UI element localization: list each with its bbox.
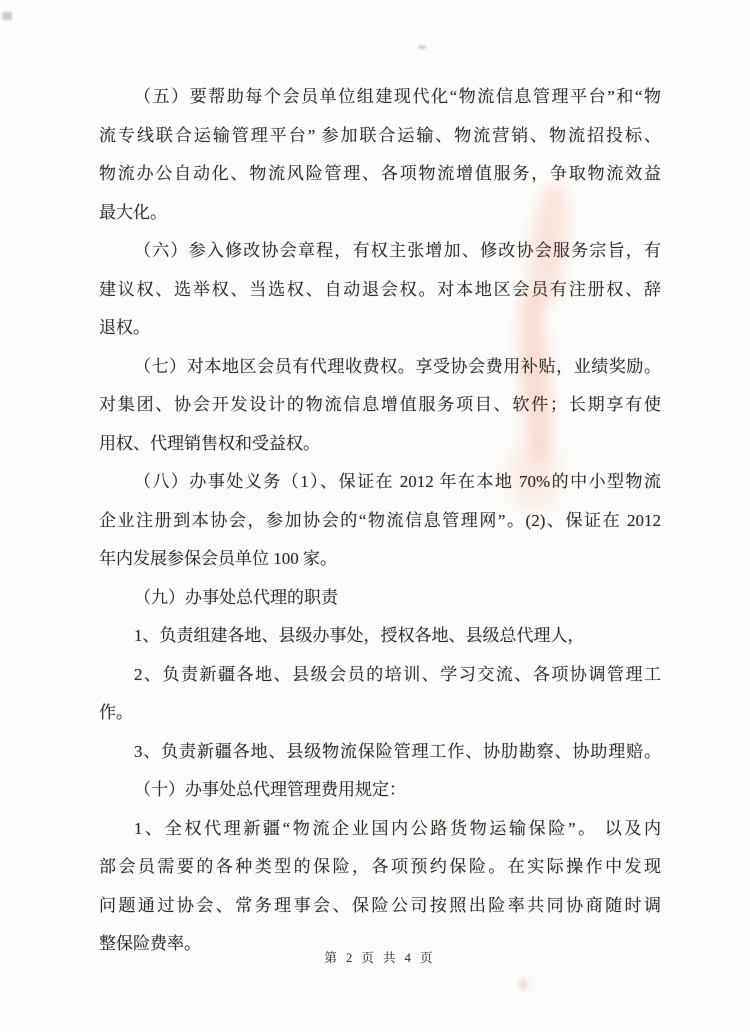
text-line: （七）对本地区会员有代理收费权。享受协会费用补贴，业绩奖励。	[134, 356, 661, 376]
text-line: 3、负责新疆各地、县级物流保险管理工作、协肋勘察、协助理赔。	[134, 741, 661, 761]
scan-edge-mark	[2, 12, 12, 20]
item-9-sub-1	[99, 617, 661, 656]
item-8	[99, 463, 661, 579]
pink-speck-bottom	[519, 978, 528, 990]
item-9-heading	[99, 579, 661, 618]
text-line: 年内发展参保会员单位 100 家。	[99, 549, 337, 568]
text-line: 1、负责组建各地、县级办事处，授权各地、县级总代理人，	[134, 626, 585, 645]
scan-speck	[418, 45, 426, 49]
item-9-sub-2	[99, 656, 661, 733]
item-6	[99, 232, 661, 348]
item-7	[99, 348, 661, 464]
text-line: 最大化。	[99, 202, 167, 222]
item-5	[99, 78, 661, 232]
text-line: （五）要帮助每个会员单位组建现代化“物流信息管理平台”和“物	[134, 87, 661, 106]
text-line: 对集团、协会开发设计的物流信息增值服务项目、软件；长期享有使	[99, 395, 661, 414]
text-line: （十）办事处总代理管理费用规定：	[134, 780, 406, 799]
text-line: 整保险费率。	[99, 934, 201, 953]
text-line: （九）办事处总代理的职责	[134, 587, 338, 607]
item-9-sub-3	[99, 733, 661, 772]
text-line: 企业注册到本协会，参加协会的“物流信息管理网”。(2)、保证在 2012	[99, 510, 661, 530]
text-line: 流专线联合运输管理平台” 参加联合运输、物流营销、物流招投标、	[99, 125, 661, 145]
text-line: （六）参入修改协会章程，有权主张增加、修改协会服务宗旨，有	[134, 241, 661, 260]
text-line: 作。	[99, 703, 133, 722]
text-line: 问题通过协会、常务理事会、保险公司按照出险率共同协商随时调	[99, 895, 661, 915]
text-line: 2、负责新疆各地、县级会员的培训、学习交流、各项协调管理工	[134, 664, 661, 684]
text-line: 物流办公自动化、物流风险管理、各项物流增值服务，争取物流效益	[99, 164, 661, 183]
text-line: 部会员需要的各种类型的保险，各项预约保险。在实际操作中发现	[99, 857, 661, 876]
item-10-sub-1	[99, 810, 661, 964]
item-10-heading	[99, 771, 661, 810]
document-body	[99, 78, 661, 964]
text-line: 1、全权代理新疆“物流企业国内公路货物运输保险”。 以及内	[134, 818, 661, 838]
text-line: 退权。	[99, 318, 150, 337]
page-number: 第 2 页 共 4 页	[324, 951, 436, 965]
text-line: 建议权、选举权、当选权、自动退会权。对本地区会员有注册权、辞	[99, 279, 661, 299]
text-line: 用权、代理销售权和受益权。	[99, 433, 320, 453]
text-line: （八）办事处义务（1）、保证在 2012 年在本地 70%的中小型物流	[134, 472, 661, 491]
